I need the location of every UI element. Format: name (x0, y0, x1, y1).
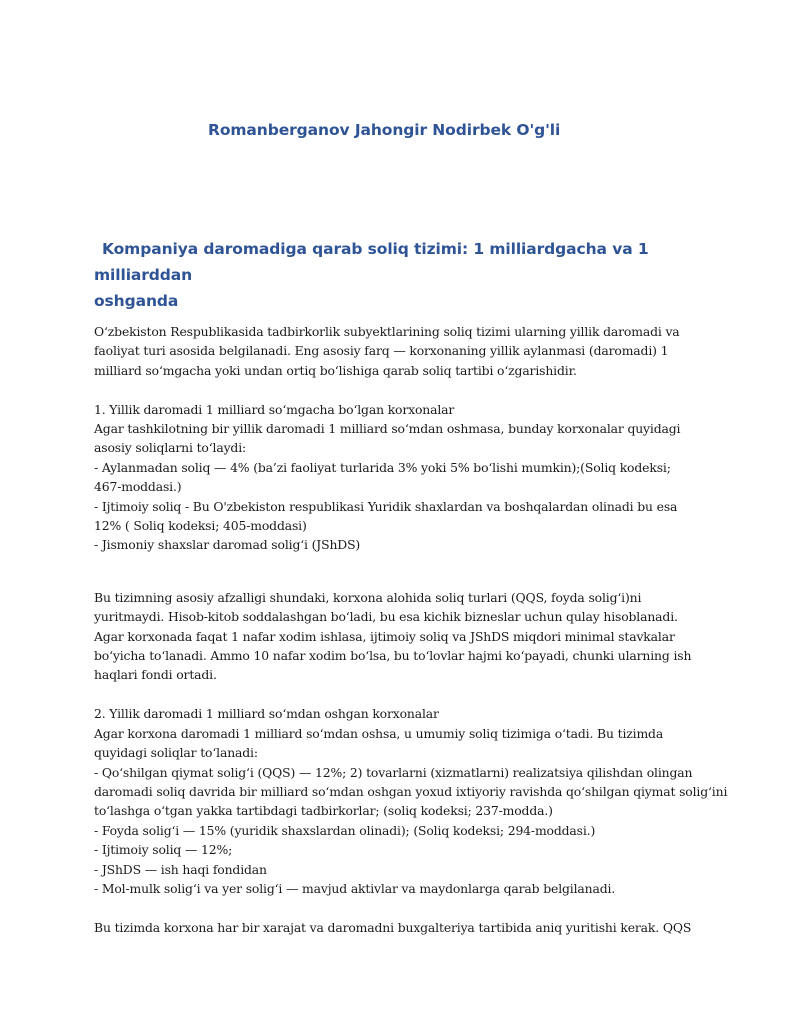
text-line: Agar korxona daromadi 1 milliard so‘mdan oshsa, u umumiy soliq tizimiga o‘tadi. Bu tizimda (94, 725, 664, 741)
list-item: - Aylanmadan soliq — 4% (ba’zi faoliyat turlarida 3% yoki 5% bo‘lishi mumkin);(Soliq kodeksi; (94, 459, 671, 475)
text-line: Agar korxonada faqat 1 nafar xodim ishlasa, ijtimoiy soliq va JShDS miqdori minimal stavkalar (94, 628, 675, 644)
section-2-paragraph (94, 704, 728, 898)
document-title-line-2: oshganda (94, 292, 179, 310)
closing-paragraph (94, 918, 714, 937)
list-item: - Foyda solig‘i — 15% (yuridik shaxslardan olinadi); (Soliq kodeksi; 294-moddasi.) (94, 822, 596, 838)
author-name: Romanberganov Jahongir Nodirbek O'g'li (208, 121, 561, 139)
document-body (94, 322, 728, 937)
text-line: 467-moddasi.) (94, 479, 182, 495)
text-line: Bu tizimning asosiy afzalligi shundaki, korxona alohida soliq turlari (QQS, foyda solig‘i)ni (94, 589, 642, 605)
intro-paragraph (94, 322, 714, 380)
text-line: faoliyat turi asosida belgilanadi. Eng asosiy farq — korxonaning yillik aylanmasi (daromadi) 1 (94, 343, 669, 359)
text-line: quyidagi soliqlar to‘lanadi: (94, 745, 258, 761)
text-line: haqlari fondi ortadi. (94, 667, 217, 683)
text-line: daromadi soliq davrida bir milliard so‘mdan oshgan yoxud ixtiyoriy ravishda qo‘shilgan qiymat solig‘ini (94, 783, 728, 799)
text-line: O‘zbekiston Respublikasida tadbirkorlik subyektlarining soliq tizimi ularning yillik daromadi va (94, 324, 680, 339)
text-line: 12% ( Soliq kodeksi; 405-moddasi) (94, 518, 307, 534)
text-line: asosiy soliqlarni to‘laydi: (94, 440, 247, 456)
text-line: Bu tizimda korxona har bir xarajat va daromadni buxgalteriya tartibida aniq yuritishi kerak. QQS (94, 919, 692, 935)
list-item: - Mol-mulk solig‘i va yer solig‘i — mavjud aktivlar va maydonlarga qarab belgilanadi. (94, 880, 616, 896)
list-item: - Qo‘shilgan qiymat solig‘i (QQS) — 12%; 2) tovarlarni (xizmatlarni) realizatsiya qilishdan olingan (94, 764, 693, 780)
text-line: to‘lashga o‘tgan yakka tartibdagi tadbirkorlar; (soliq kodeksi; 237-modda.) (94, 803, 553, 819)
advantages-paragraph (94, 588, 714, 685)
list-item: - Jismoniy shaxslar daromad solig‘i (JShDS) (94, 537, 361, 553)
text-line: Agar tashkilotning bir yillik daromadi 1 milliard so‘mdan oshmasa, bunday korxonalar quyidagi (94, 421, 681, 437)
list-item: - JShDS — ish haqi fondidan (94, 861, 267, 877)
text-line: yuritmaydi. Hisob-kitob soddalashgan bo‘ladi, bu esa kichik bizneslar uchun qulay hisoblanadi. (94, 609, 678, 625)
list-item: - Ijtimoiy soliq - Bu O'zbekiston respublikasi Yuridik shaxlardan va boshqalardan olinadi bu esa (94, 498, 678, 514)
text-line: milliard so‘mgacha yoki undan ortiq bo‘lishiga qarab soliq tartibi o‘zgarishidir. (94, 362, 577, 378)
section-1-paragraph (94, 400, 714, 555)
document-title (94, 236, 704, 314)
section-1-heading: 1. Yillik daromadi 1 milliard so‘mgacha bo‘lgan korxonalar (94, 401, 455, 417)
section-2-heading: 2. Yillik daromadi 1 milliard so‘mdan oshgan korxonalar (94, 706, 439, 722)
document-title-line-1: Kompaniya daromadiga qarab soliq tizimi: 1 milliardgacha va 1 milliarddan (94, 240, 649, 284)
text-line: bo‘yicha to‘lanadi. Ammo 10 nafar xodim bo‘lsa, bu to‘lovlar hajmi ko‘payadi, chunki ularning ish (94, 648, 692, 664)
list-item: - Ijtimoiy soliq — 12%; (94, 842, 233, 858)
